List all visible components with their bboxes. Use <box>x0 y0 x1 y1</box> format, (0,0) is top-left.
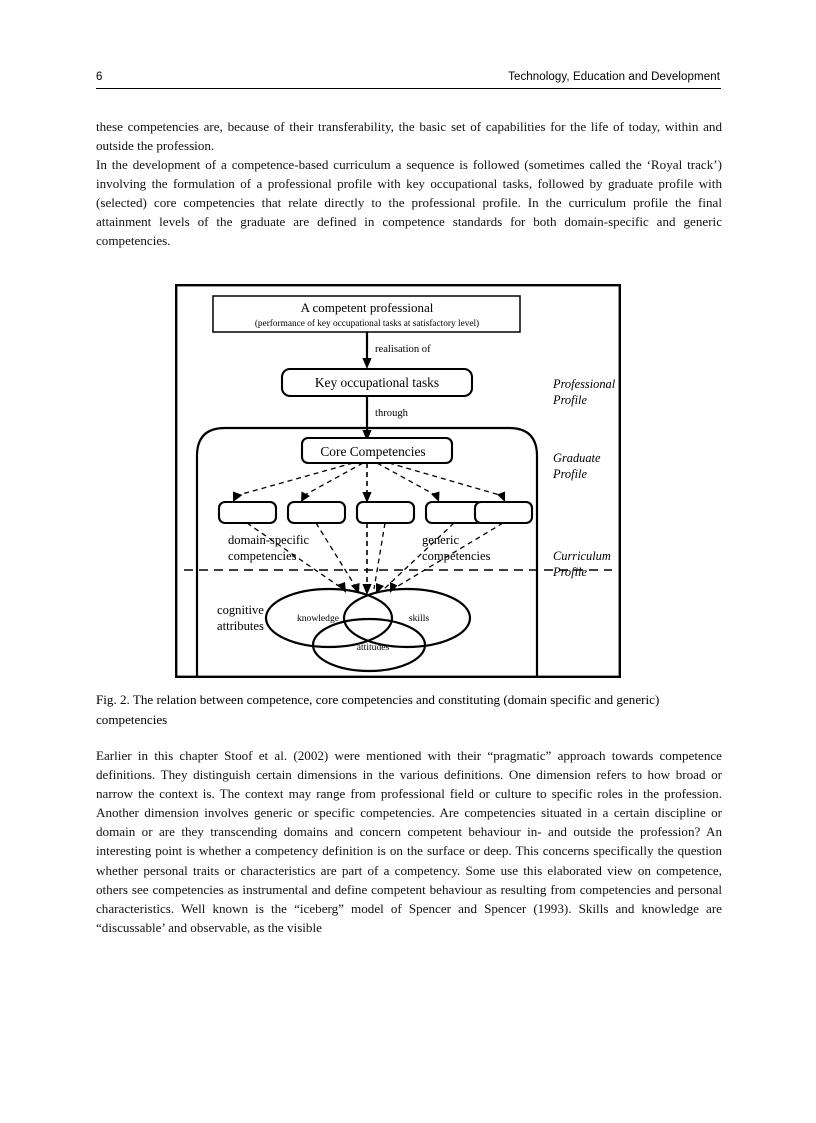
generic-label-line1: generic <box>422 533 460 547</box>
competency-box-5 <box>475 502 532 523</box>
competency-box-2 <box>288 502 345 523</box>
domain-specific-label-line1: domain-specific <box>228 533 310 547</box>
profile-label-curriculum-line1: Curriculum <box>553 549 611 563</box>
running-title: Technology, Education and Development <box>508 71 720 83</box>
header-rule <box>96 88 721 89</box>
competency-box-3 <box>357 502 414 523</box>
competent-professional-title: A competent professional <box>300 300 434 315</box>
figure-2-diagram <box>175 284 621 678</box>
running-header <box>96 70 720 84</box>
competency-box-1 <box>219 502 276 523</box>
competent-professional-subtitle: (performance of key occupational tasks at satisfactory level) <box>254 319 480 329</box>
cognitive-attributes-line1: cognitive <box>217 603 264 617</box>
venn-label-attitudes: attitudes <box>356 642 390 653</box>
profile-label-graduate-line2: Profile <box>553 467 587 481</box>
page-number: 6 <box>96 71 103 83</box>
arrow-realisation-label: realisation of <box>375 344 431 355</box>
generic-label-line2: competencies <box>422 549 491 563</box>
domain-specific-label-line2: competencies <box>228 549 297 563</box>
profile-label-professional-line1: Professional <box>553 377 616 391</box>
profile-label-professional-line2: Profile <box>553 393 587 407</box>
paragraph-3: Earlier in this chapter Stoof et al. (2002) were mentioned with their “pragmatic” approach towards competence definitions. They distinguish certain dimensions in the various definitions. One dimension refers to how broad or narrow the context is. The context may range from professional field or culture to specific roles in the profession. Another dimension involves generic or specific competencies. Are competencies situated in a certain discipline or domain or are they transcending domains and concern competent behaviour in- and outside the profession? An interesting point is whether a competency definition is on the surface or deep. This concerns specifically the question whether personal traits or characteristics are part of a competency. Some use this elaborated view on competence, others see competencies as instrumental and define competent behaviour as resulting from competencies and personal characteristics. Well known is the “iceberg” model of Spencer and Spencer (1993). Skills and knowledge are “discussable’ and observable, as the visible <box>96 748 722 935</box>
figure-caption: Fig. 2. The relation between competence, core competencies and constituting (domain specific and generic) competencies <box>96 692 660 727</box>
key-occupational-tasks-label: Key occupational tasks <box>314 375 440 390</box>
paragraph-1: these competencies are, because of their transferability, the basic set of capabilities for the life of today, within and outside the profession. <box>96 119 722 154</box>
paragraph-2: In the development of a competence-based curriculum a sequence is followed (sometimes called the ‘Royal track’) involving the formulation of a professional profile with key occupational tasks, followed by graduate profile with (selected) core competencies that relate directly to the professional profile. In the curriculum profile the final attainment levels of the graduate are defined in competence standards for both domain-specific and generic competencies. <box>96 157 722 249</box>
profile-label-curriculum-line2: Profile <box>553 565 587 579</box>
competency-box-row <box>219 502 532 523</box>
core-competencies-label: Core Competencies <box>320 444 426 459</box>
venn-label-skills: skills <box>408 613 430 624</box>
arrow-through-label: through <box>375 408 408 419</box>
cognitive-attributes-line2: attributes <box>217 619 264 633</box>
venn-label-knowledge: knowledge <box>296 613 340 624</box>
profile-label-graduate-line1: Graduate <box>553 451 601 465</box>
